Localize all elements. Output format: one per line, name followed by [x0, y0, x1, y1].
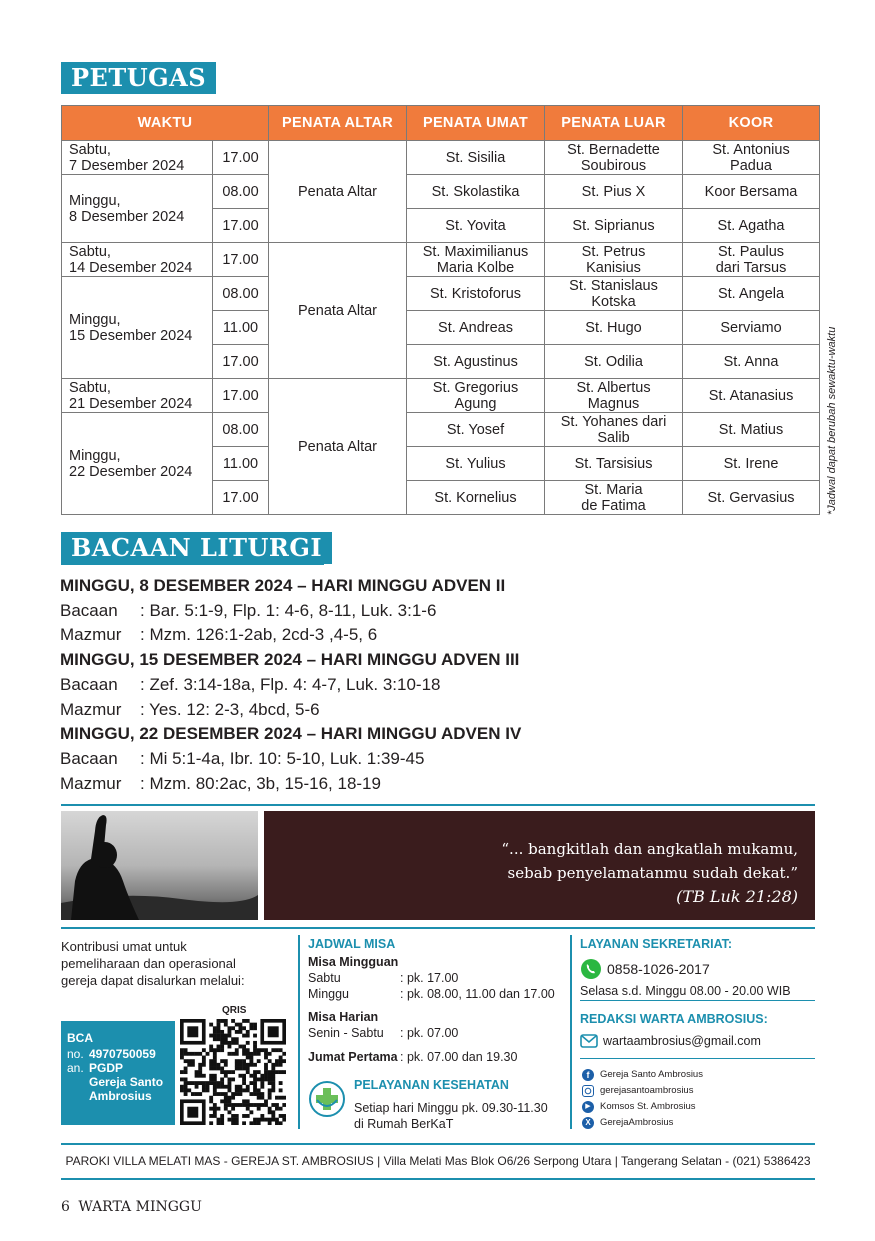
facebook-icon: f: [582, 1069, 594, 1081]
schedule-penata-umat: St. Kristoforus: [407, 277, 545, 311]
bacaan-heading: MINGGU, 22 DESEMBER 2024 – HARI MINGGU ADVEN IV: [60, 724, 522, 744]
account-name-line: Ambrosius: [89, 1089, 152, 1103]
kontribusi-text: [61, 938, 291, 989]
schedule-penata-altar: Penata Altar: [269, 379, 407, 515]
social-item[interactable]: [582, 1115, 703, 1131]
account-number: 4970750059: [89, 1047, 156, 1061]
email-row: [580, 1033, 820, 1049]
quote-reference: (TB Luk 21:28): [676, 887, 798, 906]
health-logo: [308, 1080, 346, 1118]
bank-name: BCA: [67, 1031, 93, 1045]
bank-account-box: [61, 1021, 175, 1125]
kontribusi-line: Kontribusi umat untuk: [61, 939, 187, 954]
schedule-penata-luar: St. Stanislaus Kotska: [545, 277, 683, 311]
social-label: gerejasantoambrosius: [600, 1085, 694, 1096]
redaksi-section: [580, 1011, 820, 1049]
schedule-penata-umat: St. Agustinus: [407, 345, 545, 379]
instagram-icon: [582, 1085, 594, 1097]
jadwal-misa-title: JADWAL MISA: [308, 937, 396, 951]
info-divider: [570, 935, 572, 1129]
header-penata-luar: PENATA LUAR: [545, 106, 683, 141]
account-no-label: no.: [67, 1047, 84, 1061]
bacaan-text: : Mi 5:1-4a, Ibr. 10: 5-10, Luk. 1:39-45: [140, 748, 425, 768]
schedule-penata-umat: St. Kornelius: [407, 481, 545, 515]
schedule-penata-umat: St. Maximilianus Maria Kolbe: [407, 243, 545, 277]
email-icon: [580, 1034, 598, 1048]
misa-row: [308, 970, 568, 986]
schedule-time: 17.00: [213, 209, 269, 243]
footer-bottom-rule: [61, 1178, 815, 1180]
header-penata-umat: PENATA UMAT: [407, 106, 545, 141]
mazmur-text: : Mzm. 126:1-2ab, 2cd-3 ,4-5, 6: [140, 625, 378, 645]
qris-label: QRIS: [222, 1005, 247, 1016]
schedule-koor: St. Matius: [683, 413, 820, 447]
petugas-schedule-table: [61, 105, 820, 515]
misa-time: : pk. 08.00, 11.00 dan 17.00: [400, 987, 555, 1001]
account-name-label: an.: [67, 1061, 84, 1075]
misa-row: [308, 986, 568, 1002]
mazmur-label: Mazmur: [60, 773, 122, 793]
mazmur-text: : Mzm. 80:2ac, 3b, 15-16, 18-19: [140, 773, 381, 793]
schedule-date: Minggu, 15 Desember 2024: [62, 277, 213, 379]
schedule-penata-luar: St. Bernadette Soubirous: [545, 141, 683, 175]
misa-row: [308, 1049, 568, 1065]
petugas-title: PETUGAS: [61, 62, 216, 94]
quote-text: [501, 837, 798, 885]
social-list: [582, 1067, 703, 1131]
schedule-penata-luar: St. Pius X: [545, 175, 683, 209]
table-row: [62, 277, 820, 311]
schedule-date: Sabtu, 14 Desember 2024: [62, 243, 213, 277]
schedule-koor: St. Anna: [683, 345, 820, 379]
sekretariat-rule: [580, 1000, 815, 1001]
schedule-penata-umat: St. Andreas: [407, 311, 545, 345]
social-item[interactable]: [582, 1083, 703, 1099]
kesehatan-title: PELAYANAN KESEHATAN: [354, 1078, 509, 1092]
misa-time: : pk. 07.00: [400, 1026, 459, 1040]
schedule-koor: St. Angela: [683, 277, 820, 311]
schedule-penata-umat: St. Skolastika: [407, 175, 545, 209]
schedule-date: Sabtu, 21 Desember 2024: [62, 379, 213, 413]
phone-number[interactable]: 0858-1026-2017: [607, 961, 710, 977]
misa-time: : pk. 17.00: [400, 971, 459, 985]
misa-day: Sabtu: [308, 971, 341, 985]
info-divider: [298, 935, 300, 1129]
bacaan-heading: MINGGU, 8 DESEMBER 2024 – HARI MINGGU ADVEN II: [60, 576, 506, 595]
table-row: [62, 243, 820, 277]
schedule-penata-luar: St. Petrus Kanisius: [545, 243, 683, 277]
schedule-koor: St. Antonius Padua: [683, 141, 820, 175]
schedule-time: 17.00: [213, 141, 269, 175]
schedule-penata-umat: St. Yosef: [407, 413, 545, 447]
schedule-penata-umat: St. Sisilia: [407, 141, 545, 175]
schedule-penata-luar: St. Hugo: [545, 311, 683, 345]
mazmur-label: Mazmur: [60, 699, 122, 719]
bacaan-text: : Zef. 3:14-18a, Flp. 4: 4-7, Luk. 3:10-18: [140, 674, 441, 694]
header-koor: KOOR: [683, 106, 820, 141]
bacaan-heading: MINGGU, 15 DESEMBER 2024 – HARI MINGGU ADVEN III: [60, 650, 520, 670]
schedule-time: 17.00: [213, 345, 269, 379]
schedule-time: 08.00: [213, 277, 269, 311]
table-header-row: [62, 106, 820, 141]
kesehatan-line: di Rumah BerKaT: [354, 1117, 454, 1131]
schedule-note-text: *Jadwal dapat berubah sewaktu-waktu: [826, 326, 838, 515]
kontribusi-line: pemeliharaan dan operasional: [61, 956, 236, 971]
jadwal-misa-section: [308, 936, 568, 1065]
publication-name: WARTA MINGGU: [78, 1199, 202, 1215]
schedule-time: 17.00: [213, 481, 269, 515]
social-label: GerejaAmbrosius: [600, 1117, 674, 1128]
qris-code[interactable]: [180, 1019, 286, 1125]
schedule-penata-luar: St. Tarsisius: [545, 447, 683, 481]
bacaan-item: [60, 722, 521, 796]
social-label: Gereja Santo Ambrosius: [600, 1069, 703, 1080]
schedule-penata-umat: St. Gregorius Agung: [407, 379, 545, 413]
social-item[interactable]: [582, 1067, 703, 1083]
email-address[interactable]: wartaambrosius@gmail.com: [603, 1034, 761, 1048]
redaksi-rule: [580, 1058, 815, 1059]
misa-day: Minggu: [308, 987, 349, 1001]
mazmur-text: : Yes. 12: 2-3, 4bcd, 5-6: [140, 699, 320, 719]
quote-line: sebab penyelamatanmu sudah dekat.”: [507, 864, 798, 882]
social-item[interactable]: [582, 1099, 703, 1115]
redaksi-title: REDAKSI WARTA AMBROSIUS:: [580, 1012, 768, 1026]
schedule-koor: St. Agatha: [683, 209, 820, 243]
quote-box: [264, 811, 815, 920]
schedule-penata-luar: St. Siprianus: [545, 209, 683, 243]
misa-row: [308, 1025, 568, 1041]
page-number: 6: [61, 1199, 70, 1215]
youtube-icon: ▶: [582, 1101, 594, 1113]
bacaan-label: Bacaan: [60, 748, 118, 768]
misa-mingguan-title: Misa Mingguan: [308, 955, 399, 969]
schedule-penata-luar: St. Maria de Fatima: [545, 481, 683, 515]
whatsapp-icon: [580, 958, 602, 980]
schedule-penata-luar: St. Odilia: [545, 345, 683, 379]
sekretariat-title: LAYANAN SEKRETARIAT:: [580, 937, 733, 951]
silhouette-photo: [61, 811, 258, 920]
schedule-date: Sabtu, 7 Desember 2024: [62, 141, 213, 175]
table-row: [62, 379, 820, 413]
schedule-penata-altar: Penata Altar: [269, 243, 407, 379]
schedule-koor: Koor Bersama: [683, 175, 820, 209]
schedule-time: 17.00: [213, 379, 269, 413]
account-name-line: Gereja Santo: [89, 1075, 164, 1089]
schedule-time: 17.00: [213, 243, 269, 277]
misa-day: Senin - Sabtu: [308, 1026, 384, 1040]
bacaan-label: Bacaan: [60, 674, 118, 694]
schedule-penata-umat: St. Yulius: [407, 447, 545, 481]
misa-harian-title: Misa Harian: [308, 1010, 379, 1024]
schedule-koor: St. Gervasius: [683, 481, 820, 515]
header-waktu: WAKTU: [62, 106, 269, 141]
table-row: [62, 141, 820, 175]
account-name-line: PGDP: [89, 1061, 124, 1075]
bacaan-item: [60, 648, 521, 722]
qr-code-icon: [180, 1019, 286, 1125]
schedule-time: 11.00: [213, 311, 269, 345]
quote-top-rule: [61, 804, 815, 806]
kontribusi-line: gereja dapat disalurkan melalui:: [61, 973, 245, 988]
kesehatan-section: [354, 1077, 584, 1132]
schedule-koor: St. Paulus dari Tarsus: [683, 243, 820, 277]
bacaan-text: : Bar. 5:1-9, Flp. 1: 4-6, 8-11, Luk. 3:1-6: [140, 600, 437, 620]
schedule-date: Minggu, 8 Desember 2024: [62, 175, 213, 243]
health-cross-icon: [308, 1080, 346, 1118]
schedule-koor: Serviamo: [683, 311, 820, 345]
footer-top-rule: [61, 1143, 815, 1145]
account-name: [89, 1061, 163, 1103]
kesehatan-line: Setiap hari Minggu pk. 09.30-11.30: [354, 1101, 548, 1115]
schedule-penata-umat: St. Yovita: [407, 209, 545, 243]
schedule-koor: St. Irene: [683, 447, 820, 481]
social-label: Komsos St. Ambrosius: [600, 1101, 696, 1112]
page-footer: [61, 1199, 202, 1215]
schedule-penata-altar: Penata Altar: [269, 141, 407, 243]
bacaan-list: [60, 574, 521, 796]
schedule-penata-luar: St. Albertus Magnus: [545, 379, 683, 413]
bacaan-title-underline: [61, 563, 324, 565]
raised-arm-silhouette-icon: [61, 811, 258, 920]
bacaan-item: [60, 574, 521, 648]
sekretariat-section: [580, 936, 820, 999]
phone-row: [580, 958, 820, 980]
x-twitter-icon: X: [582, 1117, 594, 1129]
schedule-note: [822, 300, 842, 515]
bacaan-label: Bacaan: [60, 600, 118, 620]
table-row: [62, 175, 820, 209]
schedule-time: 11.00: [213, 447, 269, 481]
table-row: [62, 413, 820, 447]
schedule-penata-luar: St. Yohanes dari Salib: [545, 413, 683, 447]
jumat-pertama-label: Jumat Pertama: [308, 1050, 398, 1064]
sekretariat-hours: Selasa s.d. Minggu 08.00 - 20.00 WIB: [580, 984, 791, 998]
schedule-date: Minggu, 22 Desember 2024: [62, 413, 213, 515]
mazmur-label: Mazmur: [60, 625, 122, 645]
schedule-time: 08.00: [213, 413, 269, 447]
info-top-rule: [61, 927, 815, 929]
footer-address: PAROKI VILLA MELATI MAS - GEREJA ST. AMBROSIUS | Villa Melati Mas Blok O6/26 Serpong Utara | Tangerang Selatan - (021) 5386423: [65, 1154, 811, 1168]
header-penata-altar: PENATA ALTAR: [269, 106, 407, 141]
schedule-koor: St. Atanasius: [683, 379, 820, 413]
misa-time: : pk. 07.00 dan 19.30: [400, 1050, 518, 1064]
quote-line: “... bangkitlah dan angkatlah mukamu,: [501, 840, 798, 858]
bacaan-title: BACAAN LITURGI: [61, 532, 332, 564]
schedule-time: 08.00: [213, 175, 269, 209]
